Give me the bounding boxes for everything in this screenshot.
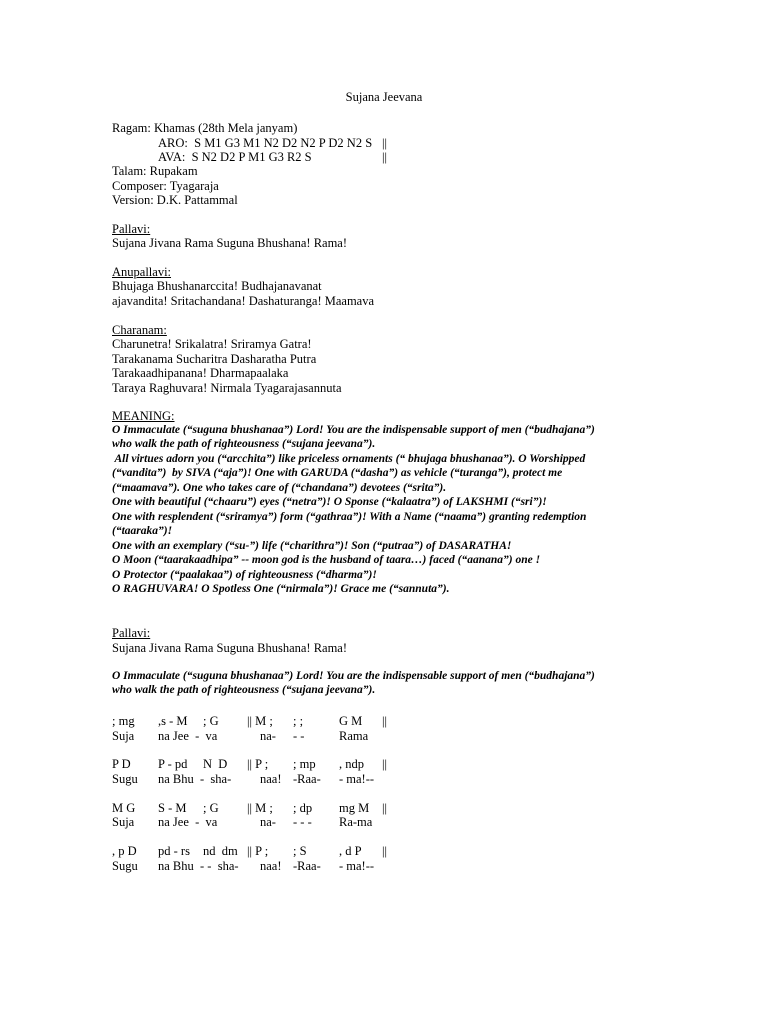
meaning-line: O Immaculate (“suguna bhushanaa”) Lord! You are the indispensable support of men (“budhajana”) <box>112 424 595 436</box>
swara-cell: P - pd <box>158 757 188 771</box>
sahitya-cell: Sugu <box>112 772 138 786</box>
pallavi-heading: Pallavi: <box>112 222 151 236</box>
sahitya-cell: Sugu <box>112 859 138 873</box>
swara-cell: || P ; <box>247 757 269 771</box>
meaning-line: O RAGHUVARA! O Spotless One (“nirmala”)! Grace me (“sannuta”). <box>112 583 450 595</box>
composer-line: Composer: Tyagaraja <box>112 179 219 193</box>
swara-cell: ; mg <box>112 714 135 728</box>
meaning-line: O Protector (“paalakaa”) of righteousness (“dharma”)! <box>112 569 377 581</box>
swara-cell: ; ; <box>293 714 304 728</box>
swara-cell: ; mp <box>293 757 316 771</box>
talam-line: Talam: Rupakam <box>112 164 198 178</box>
sahitya-cell: - ma!-- <box>339 772 375 786</box>
swara-cell: G M <box>339 714 363 728</box>
sahitya-cell: na- <box>260 729 276 743</box>
swara-cell: || <box>382 714 388 728</box>
swara-cell: P D <box>112 757 131 771</box>
sahitya-cell: Ra-ma <box>339 815 373 829</box>
meaning-line: (“vandita”) by SIVA (“aja”)! One with GARUDA (“dasha”) as vehicle (“turanga”), protect me <box>112 467 563 479</box>
sahitya-cell: na Jee - va <box>158 729 218 743</box>
sahitya-cell: Rama <box>339 729 369 743</box>
meaning-line: One with beautiful (“chaaru”) eyes (“netra”)! O Sponse (“kalaatra”) of LAKSHMI (“sri”)! <box>112 496 547 508</box>
sahitya-cell: - ma!-- <box>339 859 375 873</box>
sahitya-cell: na Bhu - - sha- <box>158 859 239 873</box>
swara-cell: pd - rs <box>158 844 190 858</box>
avarohanam-bar: || <box>382 150 388 164</box>
swara-cell: , d P <box>339 844 362 858</box>
version-line: Version: D.K. Pattammal <box>112 193 238 207</box>
swara-cell: mg M <box>339 801 370 815</box>
swara-cell: S - M <box>158 801 187 815</box>
meaning-repeat-line: who walk the path of righteousness (“sujana jeevana”). <box>112 684 376 696</box>
swara-cell: || M ; <box>247 714 273 728</box>
meaning-line: All virtues adorn you (“arcchita”) like priceless ornaments (“ bhujaga bhushanaa”). O Worshipped <box>112 453 586 465</box>
pallavi-repeat-text: Sujana Jivana Rama Suguna Bhushana! Rama! <box>112 641 348 655</box>
sahitya-cell: -Raa- <box>293 859 321 873</box>
swara-cell: || <box>382 757 388 771</box>
charanam-line: Taraya Raghuvara! Nirmala Tyagarajasannuta <box>112 381 342 395</box>
swara-cell: ; G <box>203 801 219 815</box>
meaning-line: One with an exemplary (“su-”) life (“charithra”)! Son (“putraa”) of DASARATHA! <box>112 540 512 552</box>
sahitya-cell: naa! <box>260 859 282 873</box>
swara-cell: M G <box>112 801 136 815</box>
ragam-line: Ragam: Khamas (28th Mela janyam) <box>112 121 298 135</box>
arohanam-line: ARO: S M1 G3 M1 N2 D2 N2 P D2 N2 S <box>158 136 373 150</box>
swara-cell: N D <box>203 757 228 771</box>
swara-cell: || M ; <box>247 801 273 815</box>
page-title: Sujana Jeevana <box>345 90 423 104</box>
charanam-line: Tarakanama Sucharitra Dasharatha Putra <box>112 352 317 366</box>
sahitya-cell: na Bhu - sha- <box>158 772 232 786</box>
swara-cell: ,s - M <box>158 714 188 728</box>
swara-cell: ; G <box>203 714 219 728</box>
swara-cell: || P ; <box>247 844 269 858</box>
avarohanam-line: AVA: S N2 D2 P M1 G3 R2 S <box>158 150 312 164</box>
swara-cell: nd dm <box>203 844 238 858</box>
pallavi-repeat-heading: Pallavi: <box>112 626 151 640</box>
swara-cell: || <box>382 801 388 815</box>
anupallavi-line: ajavandita! Sritachandana! Dashaturanga! Maamava <box>112 294 375 308</box>
meaning-repeat-line: O Immaculate (“suguna bhushanaa”) Lord! You are the indispensable support of men (“budhajana”) <box>112 670 595 682</box>
swara-cell: , ndp <box>339 757 364 771</box>
meaning-line: (“maamava”). One who takes care of (“chandana”) devotees (“srita”). <box>112 482 447 494</box>
charanam-line: Charunetra! Srikalatra! Sriramya Gatra! <box>112 337 312 351</box>
meaning-line: O Moon (“taarakaadhipa” -- moon god is the husband of taara…) faced (“aanana”) one ! <box>112 554 541 566</box>
anupallavi-line: Bhujaga Bhushanarccita! Budhajanavanat <box>112 279 322 293</box>
sahitya-cell: na- <box>260 815 276 829</box>
swara-cell: , p D <box>112 844 137 858</box>
meaning-line: (“taaraka”)! <box>112 525 173 537</box>
sahitya-cell: naa! <box>260 772 282 786</box>
swara-cell: || <box>382 844 388 858</box>
sahitya-cell: -Raa- <box>293 772 321 786</box>
anupallavi-heading: Anupallavi: <box>112 265 172 279</box>
sahitya-cell: na Jee - va <box>158 815 218 829</box>
arohanam-bar: || <box>382 136 388 150</box>
swara-cell: ; dp <box>293 801 313 815</box>
meaning-line: One with resplendent (“sriramya”) form (“gathraa”)! With a Name (“naama”) granting redemption <box>112 511 587 523</box>
sahitya-cell: Suja <box>112 815 135 829</box>
swara-cell: ; S <box>293 844 307 858</box>
charanam-heading: Charanam: <box>112 323 167 337</box>
pallavi-text: Sujana Jivana Rama Suguna Bhushana! Rama! <box>112 236 348 250</box>
sahitya-cell: - - <box>293 729 305 743</box>
meaning-heading: MEANING: <box>112 409 175 423</box>
sahitya-cell: - - - <box>293 815 312 829</box>
charanam-line: Tarakaadhipanana! Dharmapaalaka <box>112 366 289 380</box>
sahitya-cell: Suja <box>112 729 135 743</box>
meaning-line: who walk the path of righteousness (“sujana jeevana”). <box>112 438 376 450</box>
